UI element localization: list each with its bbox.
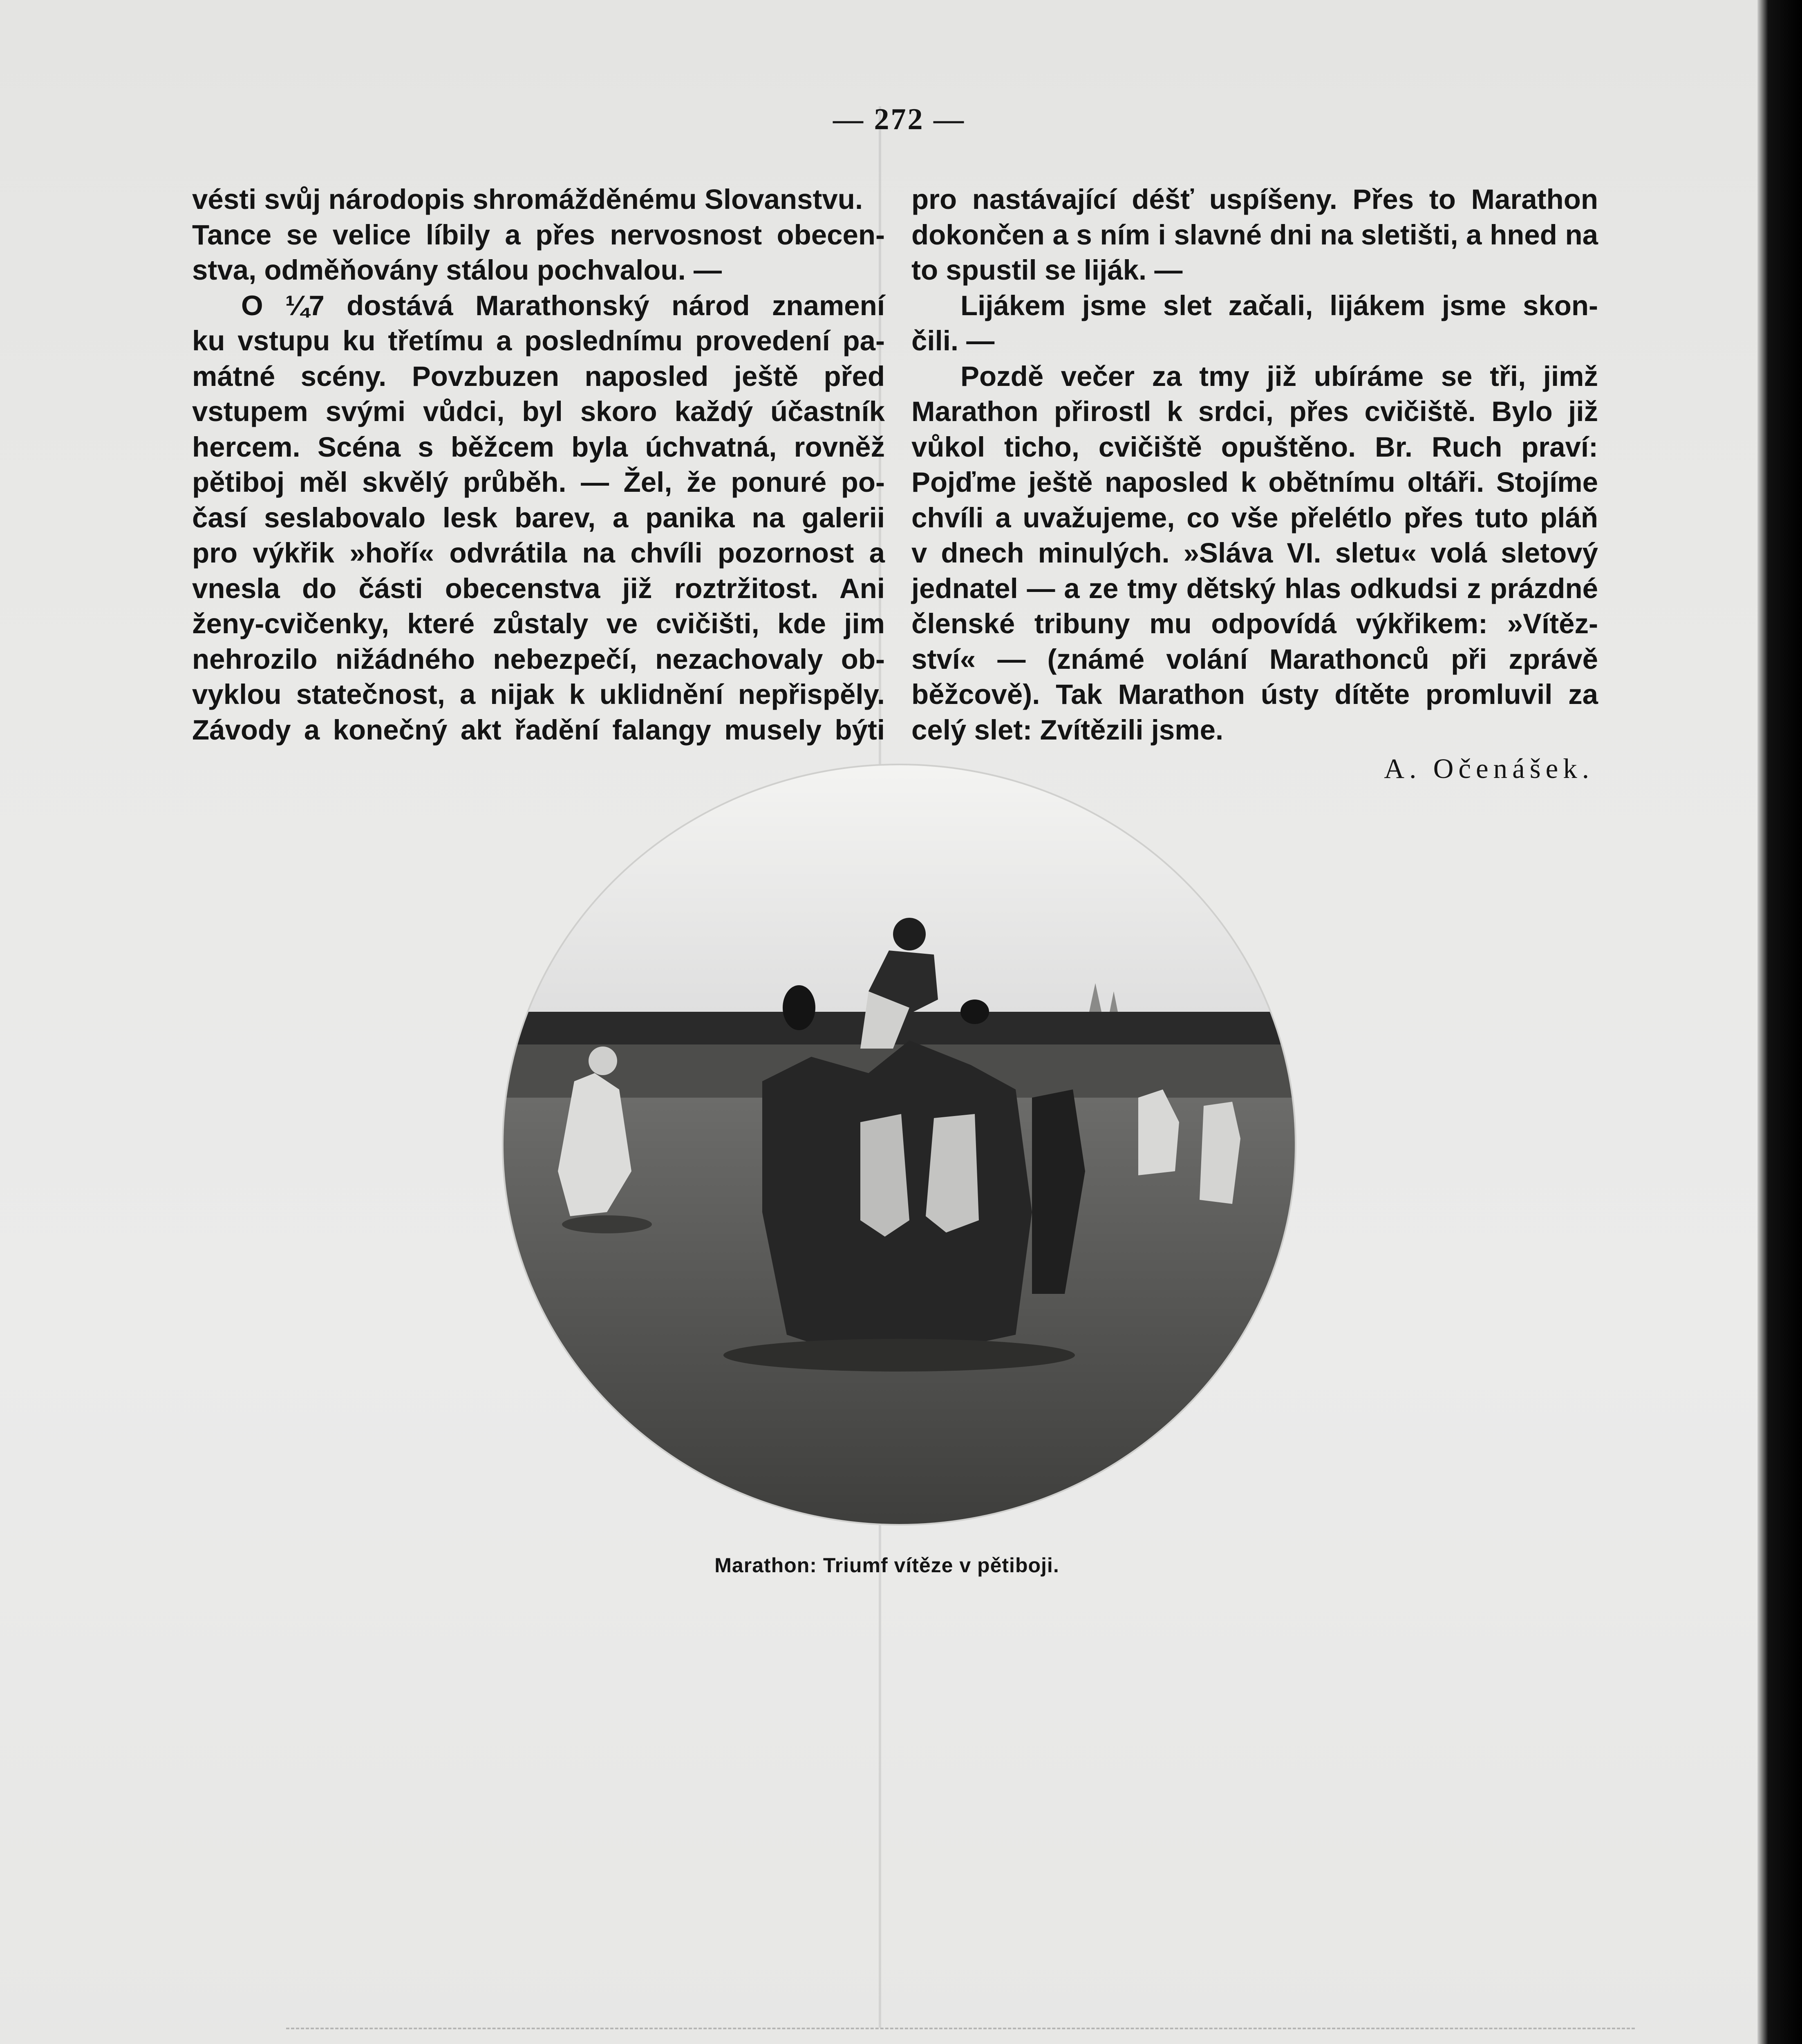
text-line: vyklou statečnost, a nijak k uklidnění nepřispěly. xyxy=(192,679,885,710)
text-line: ku vstupu ku třetímu a poslednímu provedení pa- xyxy=(192,325,885,356)
scan-artifact-rule xyxy=(286,2028,1635,2029)
text-line: chvíli a uvažujeme, co vše přelétlo přes tuto pláň xyxy=(911,502,1598,533)
circular-photo xyxy=(501,762,1298,1527)
text-line: Lijákem jsme slet začali, lijákem jsme skon- xyxy=(960,289,1598,321)
text-line: celý slet: Zvítězili jsme. xyxy=(911,714,1224,746)
text-line: Tance se velice líbily a přes nervosnost obecen- xyxy=(192,219,885,251)
text-line: vnesla do části obecenstva již roztržitost. Ani xyxy=(192,572,885,604)
text-line: hercem. Scéna s běžcem byla úchvatná, rovněž xyxy=(192,431,885,463)
text-line: v dnech minulých. »Sláva VI. sletu« volá sletový xyxy=(911,537,1598,569)
text-line: nehrozilo nižádného nebezpečí, nezachovaly ob- xyxy=(192,643,885,675)
text-line: mátné scény. Povzbuzen naposled ještě před xyxy=(192,360,885,392)
text-line: vésti svůj národopis shromážděnému Slovanstvu. xyxy=(192,184,863,215)
text-line: jednatel — a ze tmy dětský hlas odkudsi z prázdné xyxy=(911,572,1598,604)
page-number: — 272 — xyxy=(833,103,965,136)
text-line: O ¼7 dostává Marathonský národ znamení xyxy=(241,289,885,321)
text-line: ství« — (známé volání Marathonců při zprávě xyxy=(911,643,1598,675)
text-line: pro výkřik »hoří« odvrátila na chvíli pozornost a xyxy=(192,537,885,569)
scan-border xyxy=(1757,0,1802,2044)
text-line: stva, odměňovány stálou pochvalou. — xyxy=(192,254,722,286)
text-line: Pojďme ještě naposled k obětnímu oltáři. Stojíme xyxy=(911,466,1598,498)
text-line: vůkol ticho, cvičiště opuštěno. Br. Ruch praví: xyxy=(911,431,1598,463)
text-line: Marathon přirostl k srdci, přes cvičiště. Bylo již xyxy=(911,396,1598,427)
author-signature: A. Očenášek. xyxy=(1384,753,1594,784)
text-line: Pozdě večer za tmy již ubíráme se tři, jimž xyxy=(960,360,1598,392)
text-line: Závody a konečný akt řadění falangy musely býti xyxy=(192,714,885,746)
text-line: čili. — xyxy=(911,325,995,356)
text-line: dokončen a s ním i slavné dni na sletišti, a hned na xyxy=(911,219,1598,251)
photo-caption: Marathon: Triumf vítěze v pětiboji. xyxy=(714,1554,1059,1577)
text-line: členské tribuny mu odpovídá výkřikem: »Vítěz- xyxy=(911,608,1598,639)
text-line: vstupem svými vůdci, byl skoro každý účastník xyxy=(192,396,885,427)
text-line: pětiboj měl skvělý průběh. — Žel, že ponuré po- xyxy=(192,466,885,498)
left-column xyxy=(192,182,885,748)
text-line: časí seslabovalo lesk barev, a panika na galerii xyxy=(192,502,885,533)
text-line: běžcově). Tak Marathon ústy dítěte promluvil za xyxy=(911,679,1598,710)
text-line: pro nastávající déšť uspíšeny. Přes to Marathon xyxy=(911,184,1598,215)
text-line: ženy-cvičenky, které zůstaly ve cvičišti, kde jim xyxy=(192,608,885,639)
photo-illustration xyxy=(501,762,1298,1527)
text-line: to spustil se liják. — xyxy=(911,254,1183,286)
right-column xyxy=(911,182,1598,787)
